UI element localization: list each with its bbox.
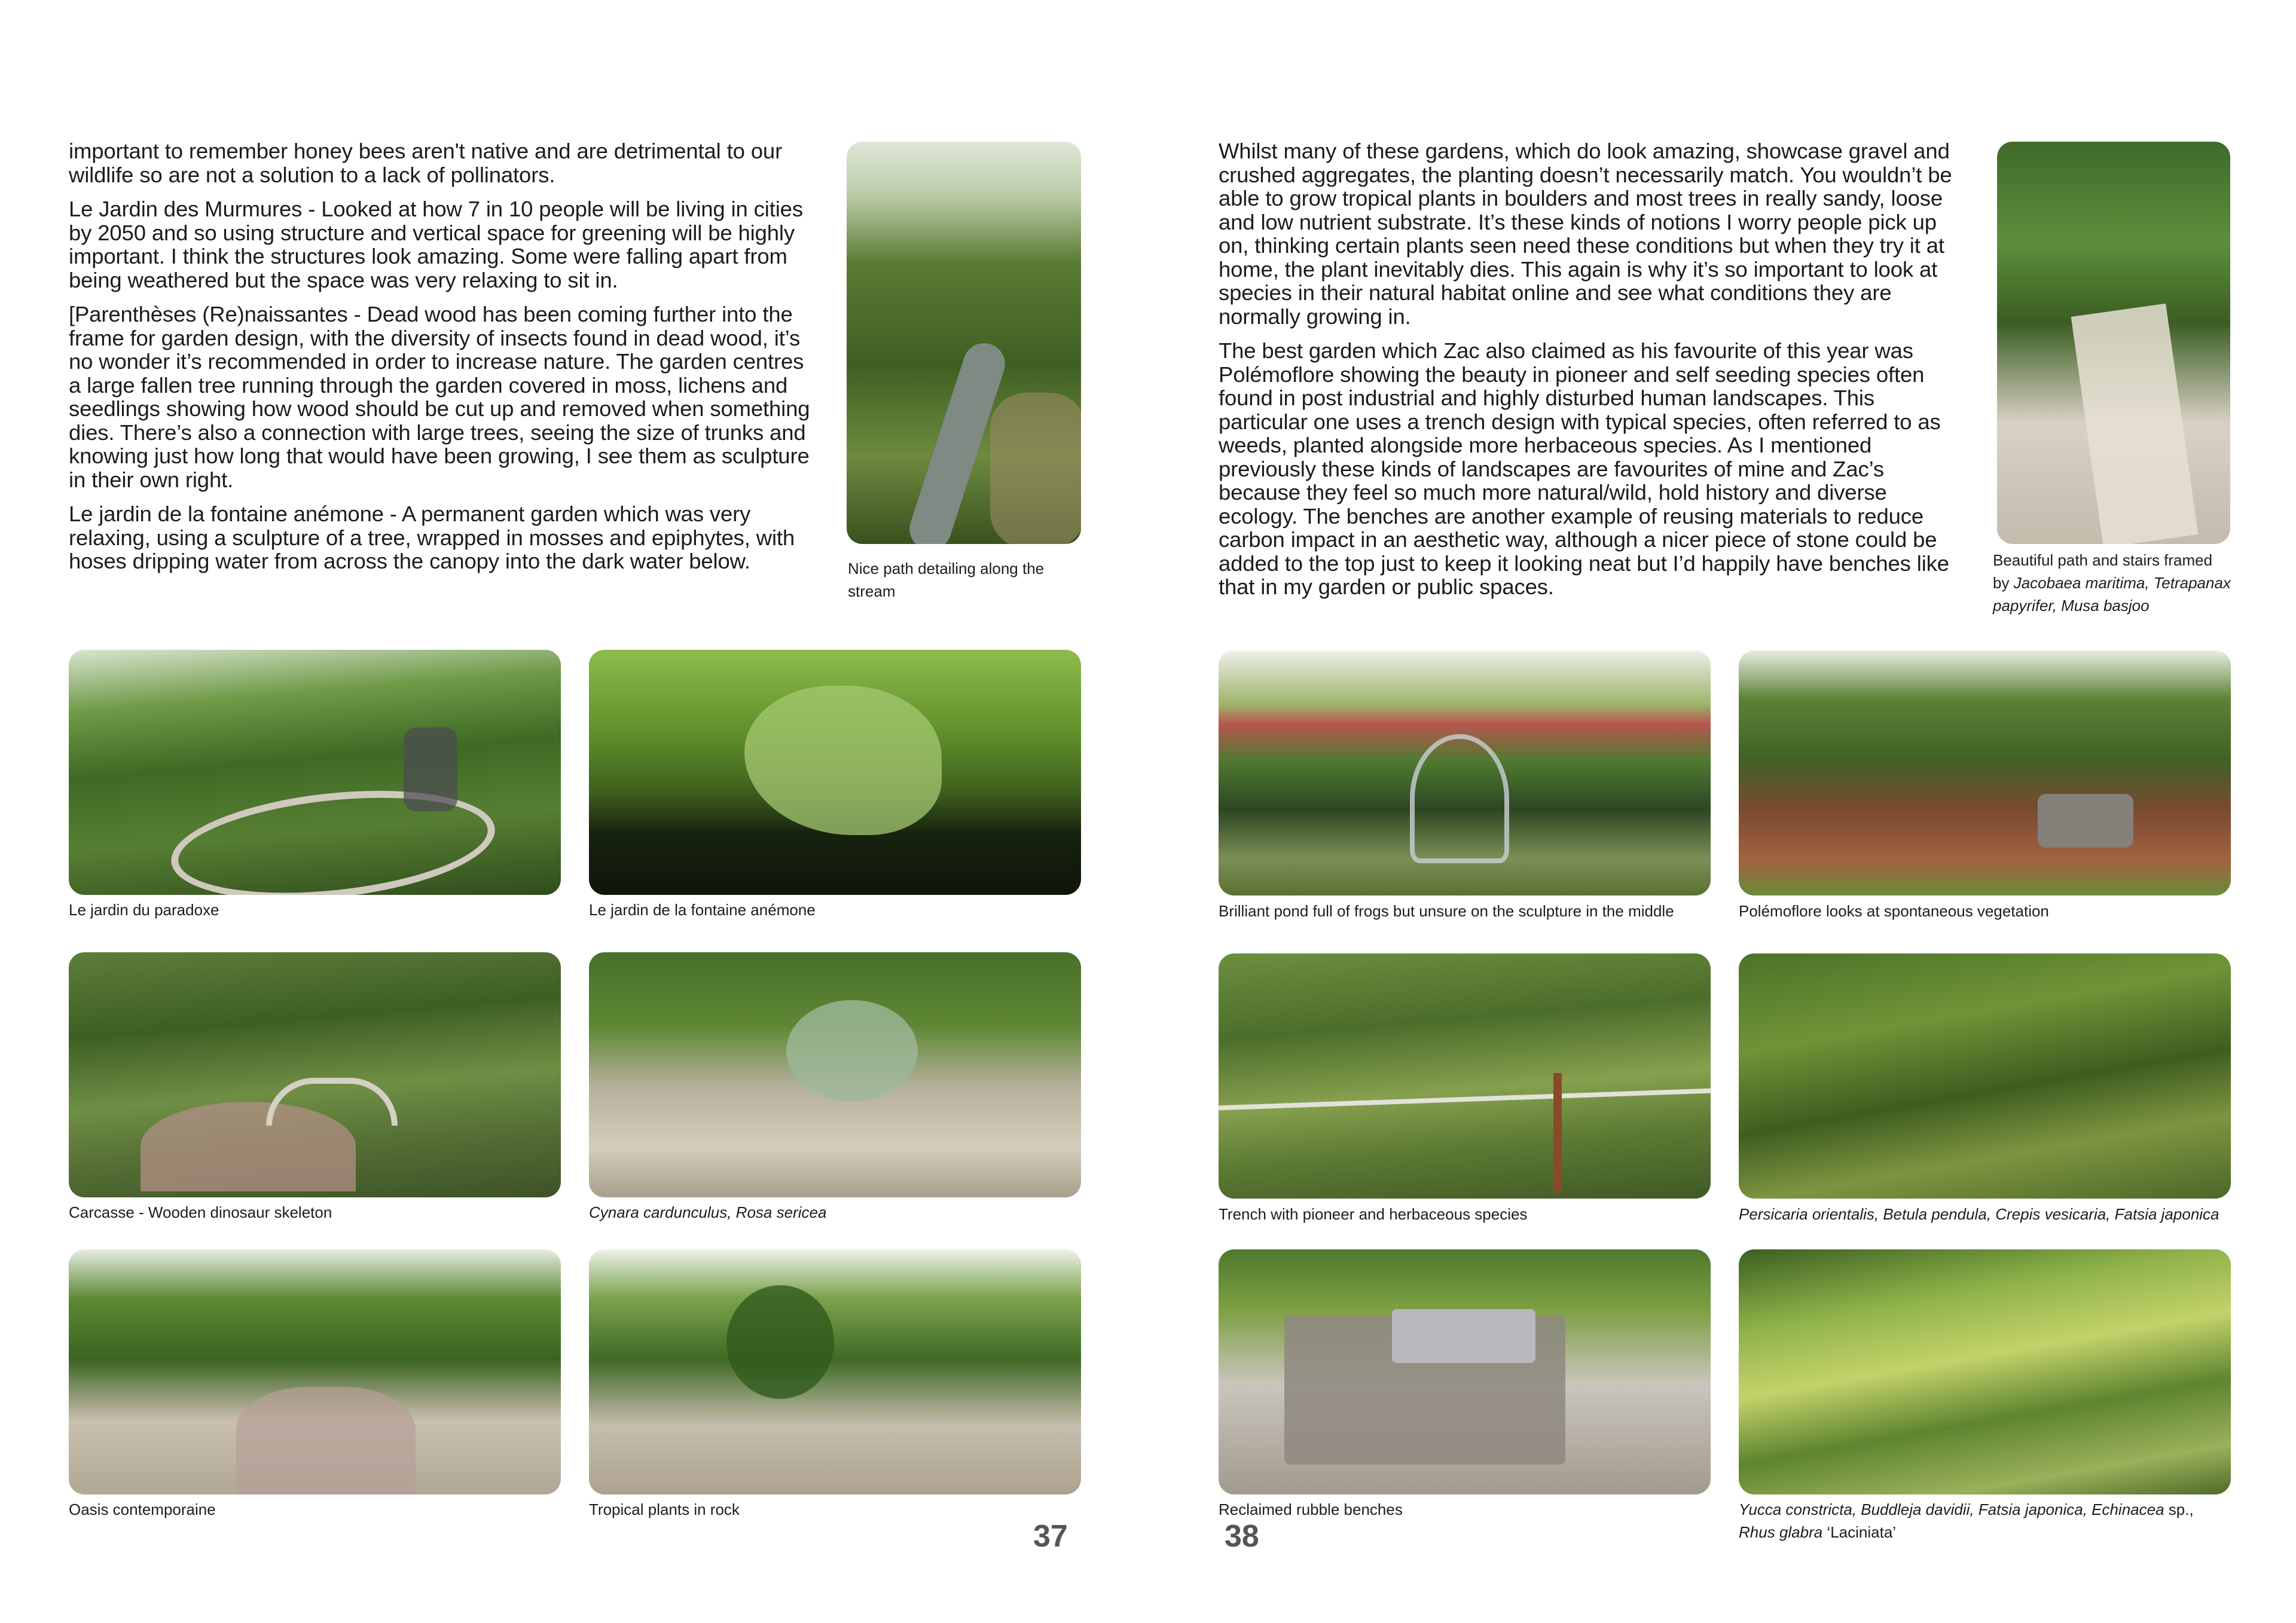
carcasse-photo [69,952,561,1197]
carcasse-caption: Carcasse - Wooden dinosaur skeleton [69,1203,332,1221]
page-number-38: 38 [1225,1519,1259,1554]
path-stairs-caption-species: Jacobaea maritima, Tetrapanax papyrifer, Musa basjoo [1993,574,2231,615]
oasis-photo [69,1249,561,1494]
stream-path-caption: Nice path detailing along the stream [848,560,1045,600]
right-body-text [1219,139,1966,610]
cynara-caption [589,1201,1079,1224]
frog-pond-photo [1219,650,1711,895]
tropical-rock-caption: Tropical plants in rock [589,1500,740,1518]
path-stairs-caption-text: Beautiful path and stairs framed by [1993,551,2213,592]
right-paragraph-2: The best garden which Zac also claimed as his favourite of this year was Polémoflore showing the beauty in pioneer and self seeding species often found in post industrial and highly disturbed human landscapes. This particular one uses a trench design with typical species, often referred to as weeds, planted alongside more herbaceous species. As I mentioned previously these kinds of landscapes are favourites of mine and Zac’s because they feel so much more natural/wild, hold history and diverse ecology. The benches are another example of reusing materials to reduce carbon impact in an aesthetic way, although a nicer piece of stone could be added to the top just to keep it looking neat but I’d happily have benches like that in my garden or public spaces. [1219,338,1949,599]
paradoxe-garden-photo [69,650,561,895]
page-number-37: 37 [1033,1519,1068,1554]
left-paragraph-1: important to remember honey bees aren't native and are detrimental to our wildlife so are not a solution to a lack of pollinators. [69,139,783,187]
yucca-caption [1739,1498,2229,1543]
persicaria-photo [1739,953,2231,1199]
left-paragraph-4: Le jardin de la fontaine anémone - A permanent garden which was very relaxing, using a sculpture of a tree, wrapped in mosses and epiphytes, with hoses dripping water from across the canopy into the dark water below. [69,502,795,573]
paradoxe-garden-caption: Le jardin du paradoxe [69,901,219,919]
cynara-photo [589,952,1081,1197]
path-stairs-caption [1993,549,2232,617]
polemoflore-caption: Polémoflore looks at spontaneous vegetation [1739,902,2049,920]
persicaria-caption-species: Persicaria orientalis, Betula pendula, Crepis vesicaria, Fatsia japonica [1739,1205,2219,1223]
right-paragraph-1: Whilst many of these gardens, which do look amazing, showcase gravel and crushed aggregates, the planting doesn’t necessarily match. You wouldn’t be able to grow tropical plants in boulders and most trees in really sandy, loose and low nutrient substrate. It’s these kinds of notions I worry people pick up on, thinking certain plants seen need these conditions but when they try it at home, the plant inevitably dies. This again is why it’s so important to look at species in their natural habitat online and see what conditions they are normally growing in. [1219,139,1952,329]
trench-photo [1219,953,1711,1199]
polemoflore-photo [1739,650,2231,895]
cynara-caption-species: Cynara cardunculus, Rosa sericea [589,1203,827,1221]
trench-caption: Trench with pioneer and herbaceous species [1219,1205,1528,1223]
left-paragraph-3: [Parenthèses (Re)naissantes - Dead wood has been coming further into the frame for garden design, with the diversity of insects found in dead wood, it’s no wonder it’s recommended in order to increase nature. The garden centres a large fallen tree running through the garden covered in moss, lichens and seedlings showing how wood should be cut up and removed when something dies. There’s also a connection with large trees, seeing the size of trunks and knowing just how long that would have been growing, I see them as sculpture in their own right. [69,302,810,492]
yucca-caption-cultivar: ‘Laciniata’ [1822,1523,1897,1541]
yucca-caption-sp: sp., [2164,1500,2194,1518]
yucca-photo [1739,1249,2231,1494]
stream-path-photo [847,142,1081,544]
tropical-rock-photo [589,1249,1081,1494]
left-paragraph-2: Le Jardin des Murmures - Looked at how 7 in 10 people will be living in cities by 2050 and so using structure and vertical space for greening will be highly important. I think the structures look amazing. Some were falling apart from being weathered but the space was very relaxing to sit in. [69,197,803,292]
oasis-caption: Oasis contemporaine [69,1500,216,1518]
persicaria-caption [1739,1203,2229,1225]
yucca-caption-rhus: Rhus glabra [1739,1523,1823,1541]
right-page [1148,0,2296,1623]
left-body-text [69,139,816,584]
path-stairs-photo [1997,142,2230,544]
fontaine-anemone-caption: Le jardin de la fontaine anémone [589,901,816,919]
rubble-bench-photo [1219,1249,1711,1494]
yucca-caption-species: Yucca constricta, Buddleja davidii, Fatsia japonica, Echinacea [1739,1500,2164,1518]
frog-pond-caption: Brilliant pond full of frogs but unsure on the sculpture in the middle [1219,902,1674,920]
fontaine-anemone-photo [589,650,1081,895]
rubble-bench-caption: Reclaimed rubble benches [1219,1500,1403,1518]
